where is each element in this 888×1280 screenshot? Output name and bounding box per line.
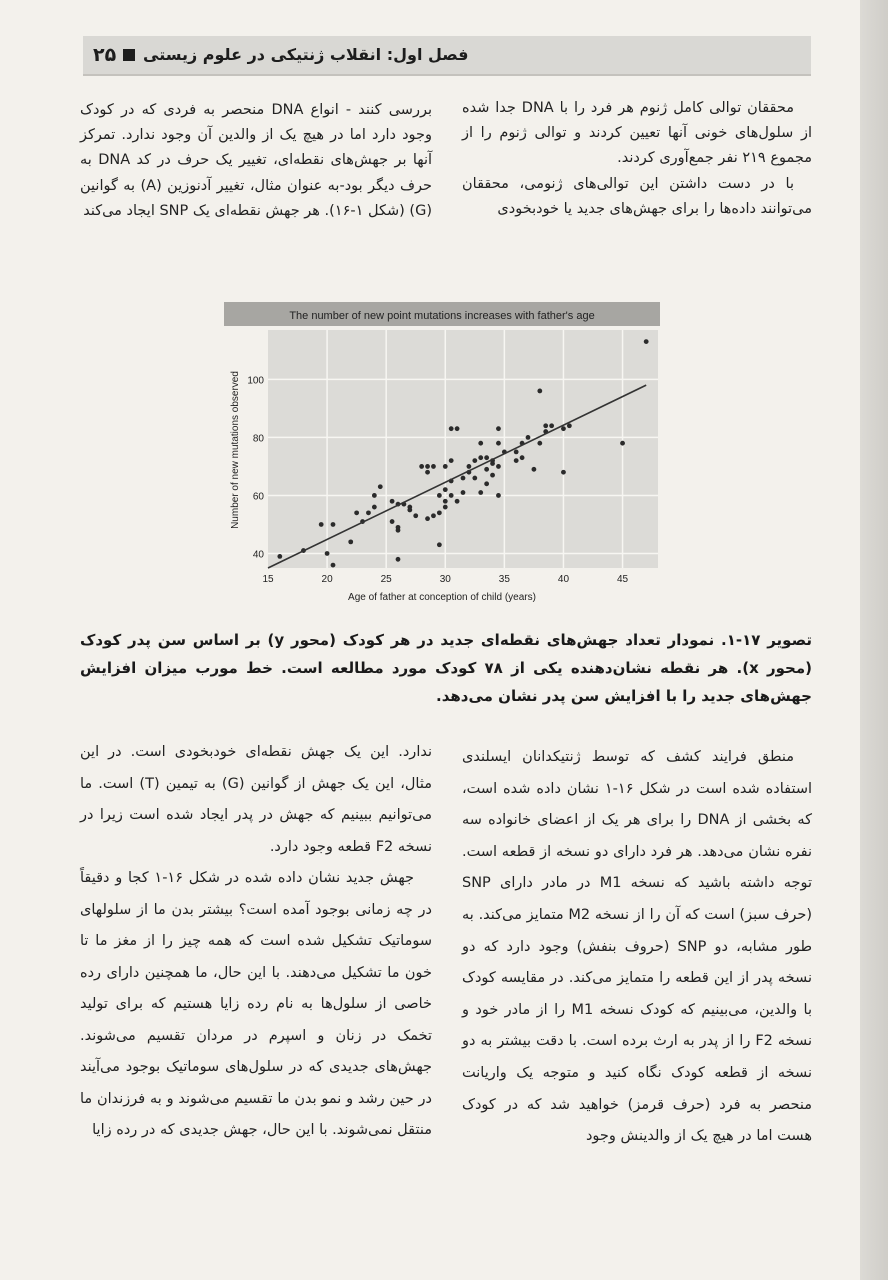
data-point <box>366 510 371 515</box>
data-point <box>532 467 537 472</box>
chapter-title: فصل اول: انقلاب ژنتیکی در علوم زیستی <box>143 45 469 64</box>
x-tick-label: 15 <box>262 574 274 585</box>
x-tick-label: 40 <box>557 574 570 585</box>
data-point <box>319 522 324 527</box>
x-tick-label: 35 <box>498 574 510 585</box>
data-point <box>443 499 448 504</box>
chart-svg <box>222 300 662 610</box>
data-point <box>372 493 377 498</box>
data-point <box>478 490 483 495</box>
data-point <box>514 458 519 463</box>
data-point <box>561 426 566 431</box>
data-point <box>484 467 489 472</box>
data-point <box>549 423 554 428</box>
data-point <box>425 516 430 521</box>
data-point <box>331 522 336 527</box>
data-point <box>461 476 466 481</box>
data-point <box>514 450 519 455</box>
data-point <box>484 481 489 486</box>
data-point <box>396 525 401 530</box>
data-point <box>472 476 477 481</box>
paragraph: جهش جدید نشان داده شده در شکل ۱۶-۱ کجا و دقیقاً در چه زمانی بوجود آمده است؟ بیشتر بدن ما از سلولهای سوماتیک تشکیل شده است که همه چیز را از مغز ما تا خون ما تشکیل می‌دهند. با این حال، ما همچنین دارای رده خاصی از سلول‌ها به نام رده زایا هستیم که برای تولید تخمک در زنان و اسپرم در مردان تقسیم می‌شوند. جهش‌های جدیدی که در سلول‌های سوماتیک بوجود می‌آیند در حین رشد و نمو بدن ما تقسیم می‌شوند و به فرزندان ما منتقل نمی‌شوند. با این حال، جهش جدیدی که در رده زایا <box>80 870 432 1138</box>
x-tick-label: 20 <box>321 574 333 585</box>
data-point <box>496 464 501 469</box>
data-point <box>449 426 454 431</box>
data-point <box>478 455 483 460</box>
figure-caption: تصویر ۱۷-۱. نمودار تعداد جهش‌های نقطه‌ای جدید در هر کودک (محور y) بر اساس سن پدر کودک (محور x). هر نقطه نشان‌دهنده یکی از ۷۸ کودک مورد مطالعه است. خط مورب میزان افزایش جهش‌های جدید را با افزایش سن پدر نشان می‌دهد. <box>80 631 812 705</box>
paragraph: محققان توالی کامل ژنوم هر فرد را با DNA جدا شده از سلول‌های خونی آنها تعیین کردند و توالی ژنوم را از مجموع ۲۱۹ نفر جمع‌آوری کردند. <box>462 100 812 167</box>
data-point <box>378 484 383 489</box>
top-left-column <box>80 98 432 224</box>
y-tick-label: 40 <box>252 549 264 561</box>
data-point <box>431 513 436 518</box>
data-point <box>437 542 442 547</box>
x-tick-label: 45 <box>616 574 629 585</box>
y-tick-label: 100 <box>247 375 264 387</box>
data-point <box>520 455 525 460</box>
bottom-left-column <box>80 737 432 1147</box>
data-point <box>277 554 282 559</box>
data-point <box>437 493 442 498</box>
y-tick-label: 80 <box>252 433 264 445</box>
data-point <box>537 389 542 394</box>
data-point <box>496 493 501 498</box>
data-point <box>543 423 548 428</box>
header-square-marker <box>123 49 135 61</box>
data-point <box>484 455 489 460</box>
page-number: ۲۵ <box>93 44 117 66</box>
paragraph: بررسی کنند - انواع DNA منحصر به فردی که در کودک وجود دارد اما در هیچ یک از والدین آن وجود ندارد. تمرکز آنها بر جهش‌های نقطه‌ای، تغییر یک حرف در کد DNA به حرف دیگر بود-به عنوان مثال، تغییر آدنوزین (A) به گوانین (G) (شکل ۱-۱۶). هر جهش نقطه‌ای یک SNP ایجاد می‌کند <box>80 102 433 219</box>
data-point <box>526 435 531 440</box>
data-point <box>390 499 395 504</box>
book-gutter <box>860 0 888 1280</box>
data-point <box>461 490 466 495</box>
data-point <box>537 441 542 446</box>
data-point <box>348 539 353 544</box>
data-point <box>413 513 418 518</box>
data-point <box>390 519 395 524</box>
x-axis-label: Age of father at conception of child (years) <box>348 592 536 603</box>
data-point <box>561 470 566 475</box>
data-point <box>443 464 448 469</box>
data-point <box>407 505 412 510</box>
data-point <box>354 510 359 515</box>
data-point <box>455 426 460 431</box>
data-point <box>443 505 448 510</box>
data-point <box>490 473 495 478</box>
page-header <box>83 36 811 76</box>
paragraph: منطق فرایند کشف که توسط ژنتیکدانان ایسلندی استفاده شده است در شکل ۱۶-۱ نشان داده شده است، که بخشی از DNA را برای هر یک از اعضای خانواده سه نفره نشان می‌دهد. هر فرد دارای دو نسخه از قطعه است. توجه داشته باشید که نسخه M1 در مادر دارای SNP (حرف سبز) است که آن را از نسخه M2 متمایز می‌کند. به طور مشابه، دو SNP (حروف بنفش) وجود دارد که دو نسخه پدر از این قطعه را متمایز می‌کند. در مقایسه کودک با والدین، می‌بینیم که کودک نسخه M1 را از مادر خود و نسخه F2 را از پدر به ارث برده است. با دقت بیشتر به دو نسخه از قطعه کودک نگاه کنید و متوجه یک واریانت منحصر به فرد (حرف قرمز) خواهید شد که در کودک هست اما در هیچ یک از والدینش وجود <box>462 749 813 1145</box>
data-point <box>567 423 572 428</box>
data-point <box>425 470 430 475</box>
chart-title: The number of new point mutations increases with father's age <box>289 310 595 322</box>
x-tick-label: 25 <box>380 574 392 585</box>
data-point <box>467 464 472 469</box>
data-point <box>425 464 430 469</box>
data-point <box>443 487 448 492</box>
data-point <box>396 557 401 562</box>
x-tick-label: 30 <box>439 574 451 585</box>
y-tick-label: 60 <box>252 491 264 503</box>
paragraph: با در دست داشتن این توالی‌های ژنومی، محققان می‌توانند داده‌ها را برای جهش‌های جدید یا خودبخودی <box>462 175 812 217</box>
scatter-chart <box>222 300 662 610</box>
y-axis-label: Number of new mutations observed <box>230 371 241 529</box>
data-point <box>449 458 454 463</box>
top-right-column <box>462 96 812 222</box>
data-point <box>431 464 436 469</box>
data-point <box>437 510 442 515</box>
data-point <box>419 464 424 469</box>
data-point <box>620 441 625 446</box>
data-point <box>331 563 336 568</box>
data-point <box>496 426 501 431</box>
data-point <box>644 339 649 344</box>
data-point <box>325 551 330 556</box>
data-point <box>472 458 477 463</box>
data-point <box>449 493 454 498</box>
data-point <box>496 441 501 446</box>
data-point <box>372 505 377 510</box>
data-point <box>478 441 483 446</box>
bottom-right-column <box>462 742 812 1153</box>
data-point <box>455 499 460 504</box>
paragraph: ندارد. این یک جهش نقطه‌ای خودبخودی است. در این مثال، این یک جهش از گوانین (G) به تیمین (T) است. ما می‌توانیم ببینیم که جهش در پدر ایجاد شده است زیرا در نسخه F2 قطعه وجود دارد. <box>80 744 432 855</box>
